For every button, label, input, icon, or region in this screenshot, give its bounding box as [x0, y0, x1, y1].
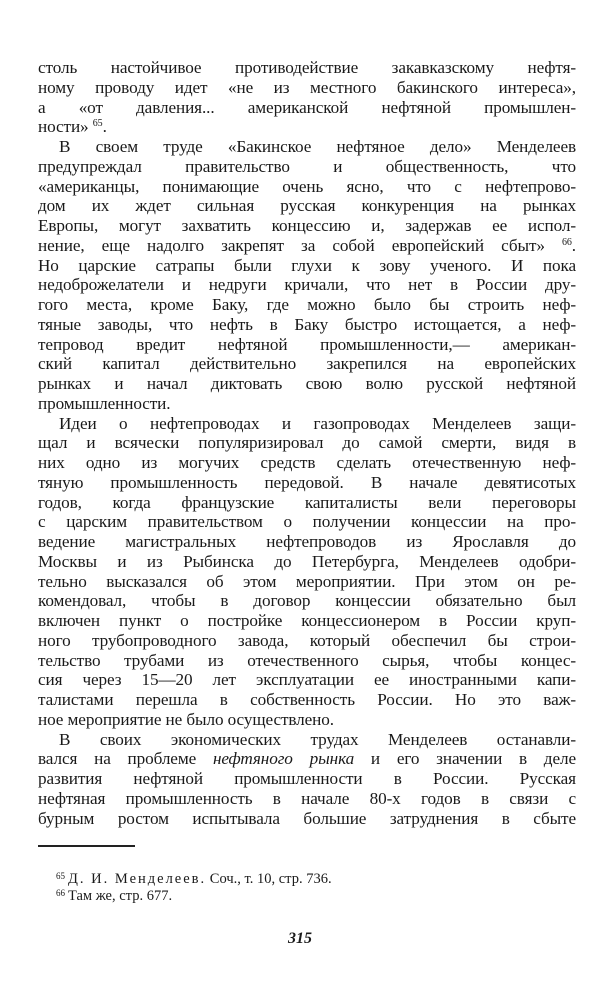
body-text: [38, 58, 576, 828]
text-segment: тяные заводы, что нефть в Баку быстро истощается, а неф-: [38, 314, 576, 334]
text-line: [38, 651, 576, 671]
text-segment: Европы, могут захватить концессию и, задержав ее испол-: [38, 216, 576, 235]
text-segment: ности»: [38, 117, 93, 137]
text-segment: ский капитал действительно закрепился на европейских: [38, 354, 576, 374]
text-segment: .: [571, 235, 576, 255]
text-line: [38, 809, 576, 829]
text-line: [38, 730, 576, 750]
text-line: [38, 690, 576, 710]
text-segment: с царским правительством о получении концессии на про-: [38, 512, 576, 532]
text-segment: предупреждал правительство и общественность, что: [38, 156, 576, 176]
text-segment: развития нефтяной промышленности в России. Русская: [38, 769, 576, 788]
footnote-ref: 66: [561, 236, 572, 248]
text-line: [38, 473, 576, 493]
text-segment: рынках и начал диктовать свою волю русской нефтяной: [38, 374, 576, 393]
footnotes: [56, 871, 332, 905]
text-line: [38, 631, 576, 651]
text-line: [38, 196, 576, 216]
text-segment: ведение магистральных нефтепроводов из Ярославля до: [38, 532, 576, 551]
text-segment: ному проводу идет «не из местного бакинского интереса»,: [38, 77, 576, 97]
page-number: 315: [288, 930, 312, 947]
text-segment: талистами перешла в собственность России. Но это важ-: [38, 690, 576, 709]
footnote-ref: 65: [92, 118, 103, 130]
text-line: [38, 552, 576, 572]
text-line: [38, 256, 576, 276]
text-segment: комендовал, чтобы в договор концессии обязательно был: [38, 591, 576, 611]
text-segment: Москвы и из Рыбинска до Петербурга, Менделеев одобри-: [38, 551, 576, 571]
text-segment: Идеи о нефтепроводах и газопроводах Менделеев защи-: [59, 413, 576, 433]
footnote-author: Д. И. Менделеев.: [68, 871, 207, 887]
text-line: [38, 493, 576, 513]
text-segment: тельно высказался об этом мероприятии. При этом он ре-: [38, 571, 576, 591]
text-line: [38, 512, 576, 532]
emphasis: нефтяного рынка: [212, 749, 355, 769]
text-segment: «американцы, понимающие очень ясно, что с нефтепрово-: [38, 176, 576, 196]
text-segment: сия через 15—20 лет эксплуатации ее иностранными капи-: [38, 670, 576, 690]
text-line: [38, 295, 576, 315]
text-segment: промышленности.: [38, 393, 171, 413]
text-line: [38, 275, 576, 295]
text-segment: ного трубопроводного завода, который обеспечил бы строи-: [38, 630, 576, 650]
text-line: [38, 532, 576, 552]
text-segment: недоброжелатели и недруги кричали, что нет в России дру-: [38, 275, 576, 295]
text-line: [38, 433, 576, 453]
text-line: [38, 78, 576, 98]
text-line: [38, 157, 576, 177]
text-segment: нение, еще надолго закрепят за собой европейский сбыт»: [38, 235, 562, 255]
text-segment: тяную промышленность передовой. В начале девятисотых: [38, 472, 576, 492]
text-line: [38, 670, 576, 690]
text-line: [38, 58, 576, 78]
text-segment: включен пункт о постройке концессионером в России круп-: [38, 611, 576, 630]
text-line: [38, 315, 576, 335]
text-segment: нефтяная промышленность в начале 80-х годов в связи с: [38, 788, 576, 808]
text-line: [38, 414, 576, 434]
text-segment: годов, когда французские капиталисты вели переговоры: [38, 492, 576, 512]
text-line: [38, 177, 576, 197]
text-segment: В своих экономических трудах Менделеев останавли-: [59, 729, 576, 749]
text-line: [38, 591, 576, 611]
text-line: [38, 354, 576, 374]
text-segment: них одно из могучих средств сделать отечественную неф-: [38, 453, 576, 472]
text-segment: Но царские сатрапы были глухи к зову ученого. И пока: [38, 255, 576, 275]
text-segment: вался на проблеме: [38, 749, 213, 769]
text-line: [38, 137, 576, 157]
text-segment: ное мероприятие не было осуществлено.: [38, 709, 334, 729]
text-segment: гого места, кроме Баку, где можно было бы строить неф-: [38, 295, 576, 314]
footnote-66: [56, 888, 332, 905]
text-segment: тепровод вредит нефтяной промышленности,— американ-: [38, 334, 576, 354]
text-line: [38, 117, 576, 137]
footnote-number: 66: [56, 888, 65, 898]
text-segment: столь настойчивое противодействие закавказскому нефтя-: [38, 58, 576, 77]
footnote-divider: [38, 845, 135, 847]
text-line: [38, 216, 576, 236]
text-segment: В своем труде «Бакинское нефтяное дело» Менделеев: [59, 137, 576, 156]
text-line: [38, 769, 576, 789]
footnote-text: Там же, стр. 677.: [68, 888, 173, 904]
text-line: [38, 236, 576, 256]
footnote-number: 65: [56, 871, 65, 881]
text-line: [38, 710, 576, 730]
footnote-65: [56, 871, 332, 888]
text-line: [38, 611, 576, 631]
text-line: [38, 572, 576, 592]
text-line: [38, 749, 576, 769]
text-line: [38, 335, 576, 355]
text-line: [38, 374, 576, 394]
text-line: [38, 453, 576, 473]
text-line: [38, 98, 576, 118]
text-segment: бурным ростом испытывала большие затруднения в сбыте: [38, 808, 576, 828]
text-segment: тельство трубами из отечественного сырья, чтобы концес-: [38, 650, 576, 670]
text-line: [38, 789, 576, 809]
text-line: [38, 394, 576, 414]
footnote-text: Соч., т. 10, стр. 736.: [206, 871, 332, 887]
text-segment: щал и всячески популяризировал до самой смерти, видя в: [38, 433, 576, 453]
text-segment: .: [102, 117, 107, 137]
text-segment: а «от давления... американской нефтяной промышлен-: [38, 97, 576, 117]
text-segment: и его значении в деле: [354, 749, 576, 769]
text-segment: дом их ждет сильная русская конкуренция на рынках: [38, 196, 576, 216]
